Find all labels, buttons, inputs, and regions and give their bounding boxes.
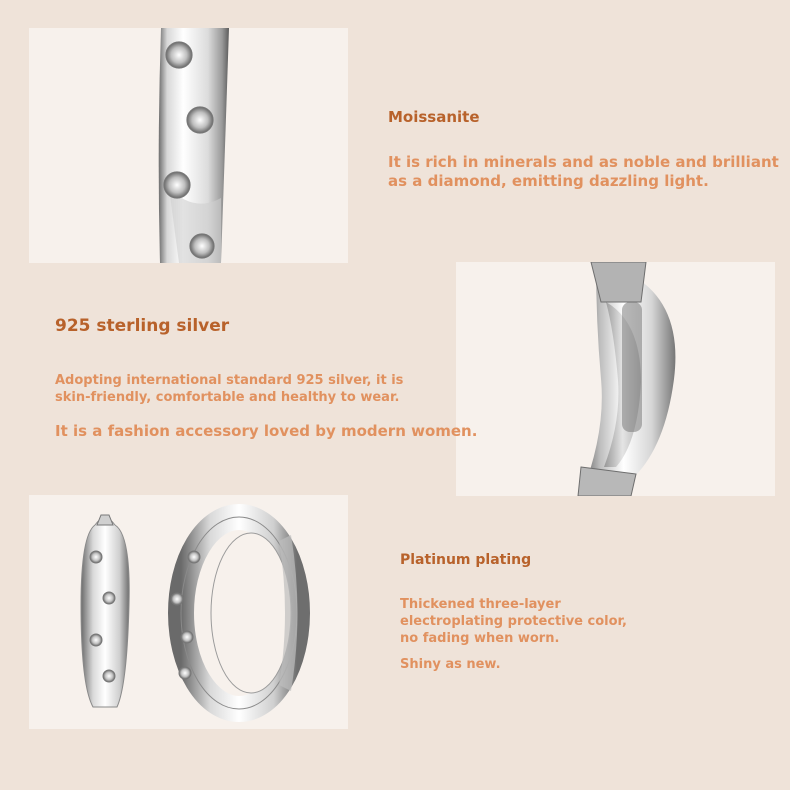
moissanite-description-line: as a diamond, emitting dazzling light. <box>388 171 709 190</box>
plating-tagline: Shiny as new. <box>400 657 501 672</box>
hinge-closeup-image <box>456 262 775 496</box>
plating-description-line: electroplating protective color, <box>400 613 627 629</box>
plating-description <box>400 597 627 648</box>
moissanite-description-line: It is rich in minerals and as noble and brilliant <box>388 153 779 171</box>
silver-description-line: Adopting international standard 925 silver, it is <box>55 373 404 388</box>
silver-tagline: It is a fashion accessory loved by modern women. <box>55 422 478 440</box>
moissanite-description <box>388 153 779 191</box>
plating-description-line: no fading when worn. <box>400 630 560 646</box>
silver-description-line: skin-friendly, comfortable and healthy to wear. <box>55 389 400 405</box>
moissanite-closeup-image <box>29 28 348 263</box>
plating-description-line: Thickened three-layer <box>400 597 561 612</box>
silver-title: 925 sterling silver <box>55 316 230 336</box>
hoop-pair-image <box>29 495 348 729</box>
plating-title: Platinum plating <box>400 552 532 568</box>
silver-description <box>55 373 403 407</box>
moissanite-title: Moissanite <box>388 108 480 126</box>
